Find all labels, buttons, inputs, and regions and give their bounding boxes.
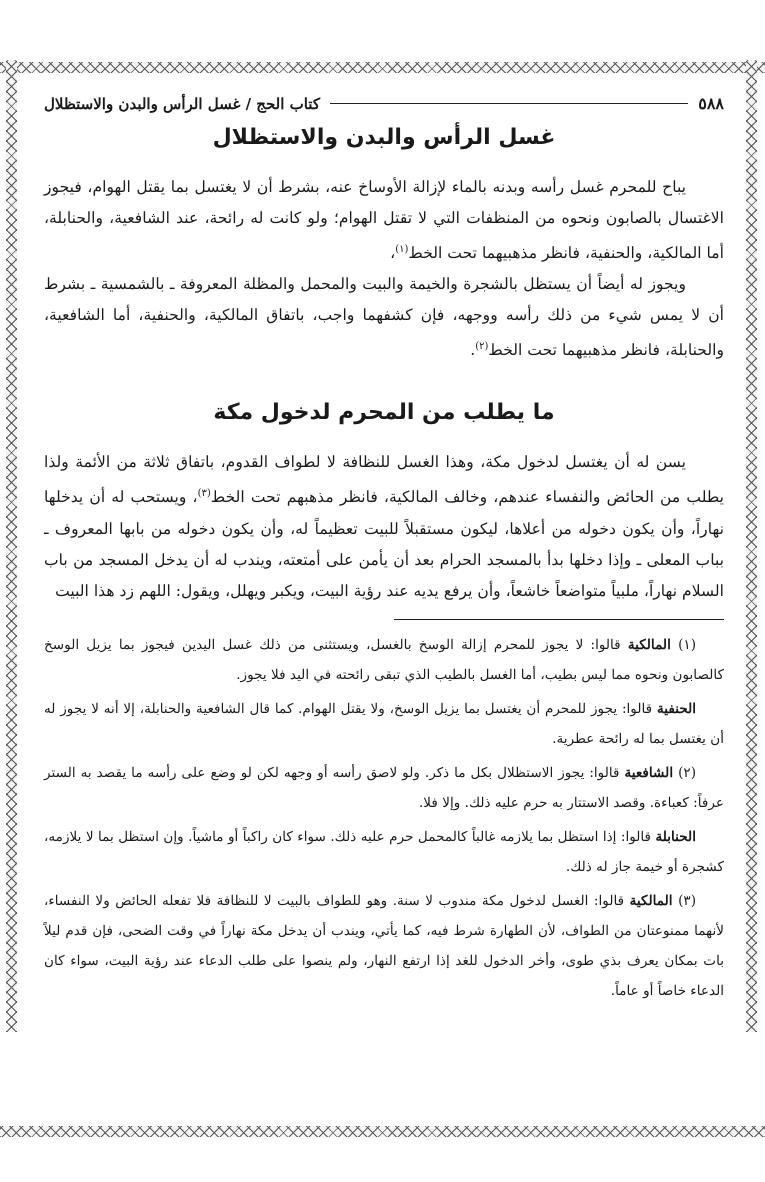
footnote-text: قالوا: يجوز الاستظلال بكل ما ذكر. ولو لاصق رأسه أو وجهه لكن لو وضع على رأسه ما يقصد به الستر عرفاً: كعباءة. وقصد الاستتار به حرم عليه ذلك. وإلا فلا. (44, 764, 724, 811)
page-content (44, 94, 724, 1010)
footnote-text: قالوا: لا يجوز للمحرم إزالة الوسخ بالغسل، ويستثنى من ذلك غسل اليدين فيجوز بما يزيل الوسخ كالصابون ونحوه مما ليس بطيب، أما الغسل بالطيب الذي تبقى رائحته في اليد فلا يجوز. (44, 636, 724, 683)
page-number: ٥٨٨ (698, 94, 724, 113)
paragraph-punct: . (470, 341, 476, 360)
ornamental-border-top (0, 62, 765, 73)
footnote-number: (٢) (678, 764, 697, 781)
footnote-school: المالكية (627, 636, 671, 653)
paragraph-shade (44, 269, 724, 366)
paragraph-washing (44, 172, 724, 269)
footnote-number: (٣) (678, 892, 697, 909)
running-head (44, 94, 724, 113)
paragraph-text: يسن له أن يغتسل لدخول مكة، وهذا الغسل للنظافة لا لطواف القدوم، باتفاق ثلاثة من الأئمة ولذا يطلب من الحائض والنفساء عندهم، وخالف المالكية، فانظر مذهبهم تحت الخط (44, 453, 725, 507)
running-head-title: كتاب الحج / غسل الرأس والبدن والاستظلال (44, 95, 320, 113)
footnote-separator (394, 619, 724, 620)
footnote-1-hanafi (44, 694, 724, 754)
footnote-ref-1: (١) (395, 244, 409, 255)
paragraph-punct: ، (390, 244, 396, 263)
footnote-school: المالكية (629, 892, 673, 909)
ornamental-border-right (746, 60, 757, 1032)
footnote-ref-3: (٣) (197, 488, 211, 500)
footnote-2-shafii (44, 758, 724, 818)
section-heading-entering-makkah: ما يطلب من المحرم لدخول مكة (213, 400, 555, 426)
paragraph-entering-makkah (44, 447, 724, 606)
footnote-ref-2: (٢) (475, 341, 489, 353)
header-rule (330, 103, 688, 104)
ornamental-border-left (6, 60, 17, 1032)
footnote-1-maliki (44, 630, 724, 690)
paragraph-text: ويجوز له أيضاً أن يستظل بالشجرة والخيمة والبيت والمحمل والمظلة المعروفة ـ بالشمسية ـ بشرط أن لا يمس شيء من ذلك رأسه ووجهه، فإن كشفهما واجب، باتفاق المالكية، والحنفية، أما الشافعية، والحنابلة، فانظر مذهبيهما تحت الخط (44, 275, 724, 360)
footnote-2-hanbali (44, 822, 724, 882)
footnote-text: قالوا: يجوز للمحرم أن يغتسل بما يزيل الوسخ، ولا يقتل الهوام. كما قال الشافعية والحنابلة، إلا أنه لا يجوز له أن يغتسل بما له رائحة عطرية. (44, 700, 724, 747)
footnote-text: قالوا: الغسل لدخول مكة مندوب لا سنة. وهو للطواف بالبيت لا للنظافة فلا تفعله الحائض ولا النفساء، لأنهما ممنوعتان من الطواف، لأن الطهارة شرط فيه، كما يأتي، ويندب أن يدخل مكة نهاراً في وقت الضحى، فإن قدم ليلاً بات بمكان يعرف بذي طوى، وأخر الدخول للغد إذا ارتفع النهار، ولم ينصوا على طلب الدعاء عند رؤية البيت، سواء كان الدعاء خاصاً أو عاماً. (44, 892, 724, 999)
paragraph-text-continued: ، ويستحب له أن يدخلها نهاراً، وأن يكون دخوله من أعلاها، ليكون مستقبلاً للبيت تعظيماً له، وأن يكون دخوله من بابها المعروف ـ بباب المعلى ـ وإذا دخلها بدأ بالمسجد الحرام بعد أن يأمن على أمتعته، ويندب له أن يدخل المسجد من باب السلام نهاراً، ملبياً متواضعاً خاشعاً، وأن يرفع يديه عند رؤية البيت، ويكبر ويهلل، ويقول: اللهم زد هذا البيت (44, 488, 724, 600)
footnote-3-maliki (44, 886, 724, 1006)
section-heading-washing: غسل الرأس والبدن والاستظلال (212, 125, 556, 150)
footnote-school: الحنفية (656, 700, 697, 717)
footnote-text: قالوا: إذا استظل بما يلازمه غالباً كالمحمل حرم عليه ذلك. سواء كان راكباً أو ماشياً. وإن استظل بما لا يلازمه، كشجرة أو خيمة جاز له ذلك. (44, 828, 724, 875)
ornamental-border-bottom (0, 1126, 765, 1137)
footnote-school: الحنابلة (655, 828, 696, 845)
footnote-number: (١) (678, 636, 696, 653)
paragraph-text: يباح للمحرم غسل رأسه وبدنه بالماء لإزالة الأوساخ عنه، بشرط أن لا يغتسل بما يقتل الهوام، فيجوز الاغتسال بالصابون ونحوه من المنظفات التي لا تقتل الهوام؛ ولو كانت له رائحة، عند الشافعية، والحنابلة، أما المالكية، والحنفية، فانظر مذهبيهما تحت الخط (44, 178, 724, 263)
footnote-school: الشافعية (624, 764, 674, 781)
